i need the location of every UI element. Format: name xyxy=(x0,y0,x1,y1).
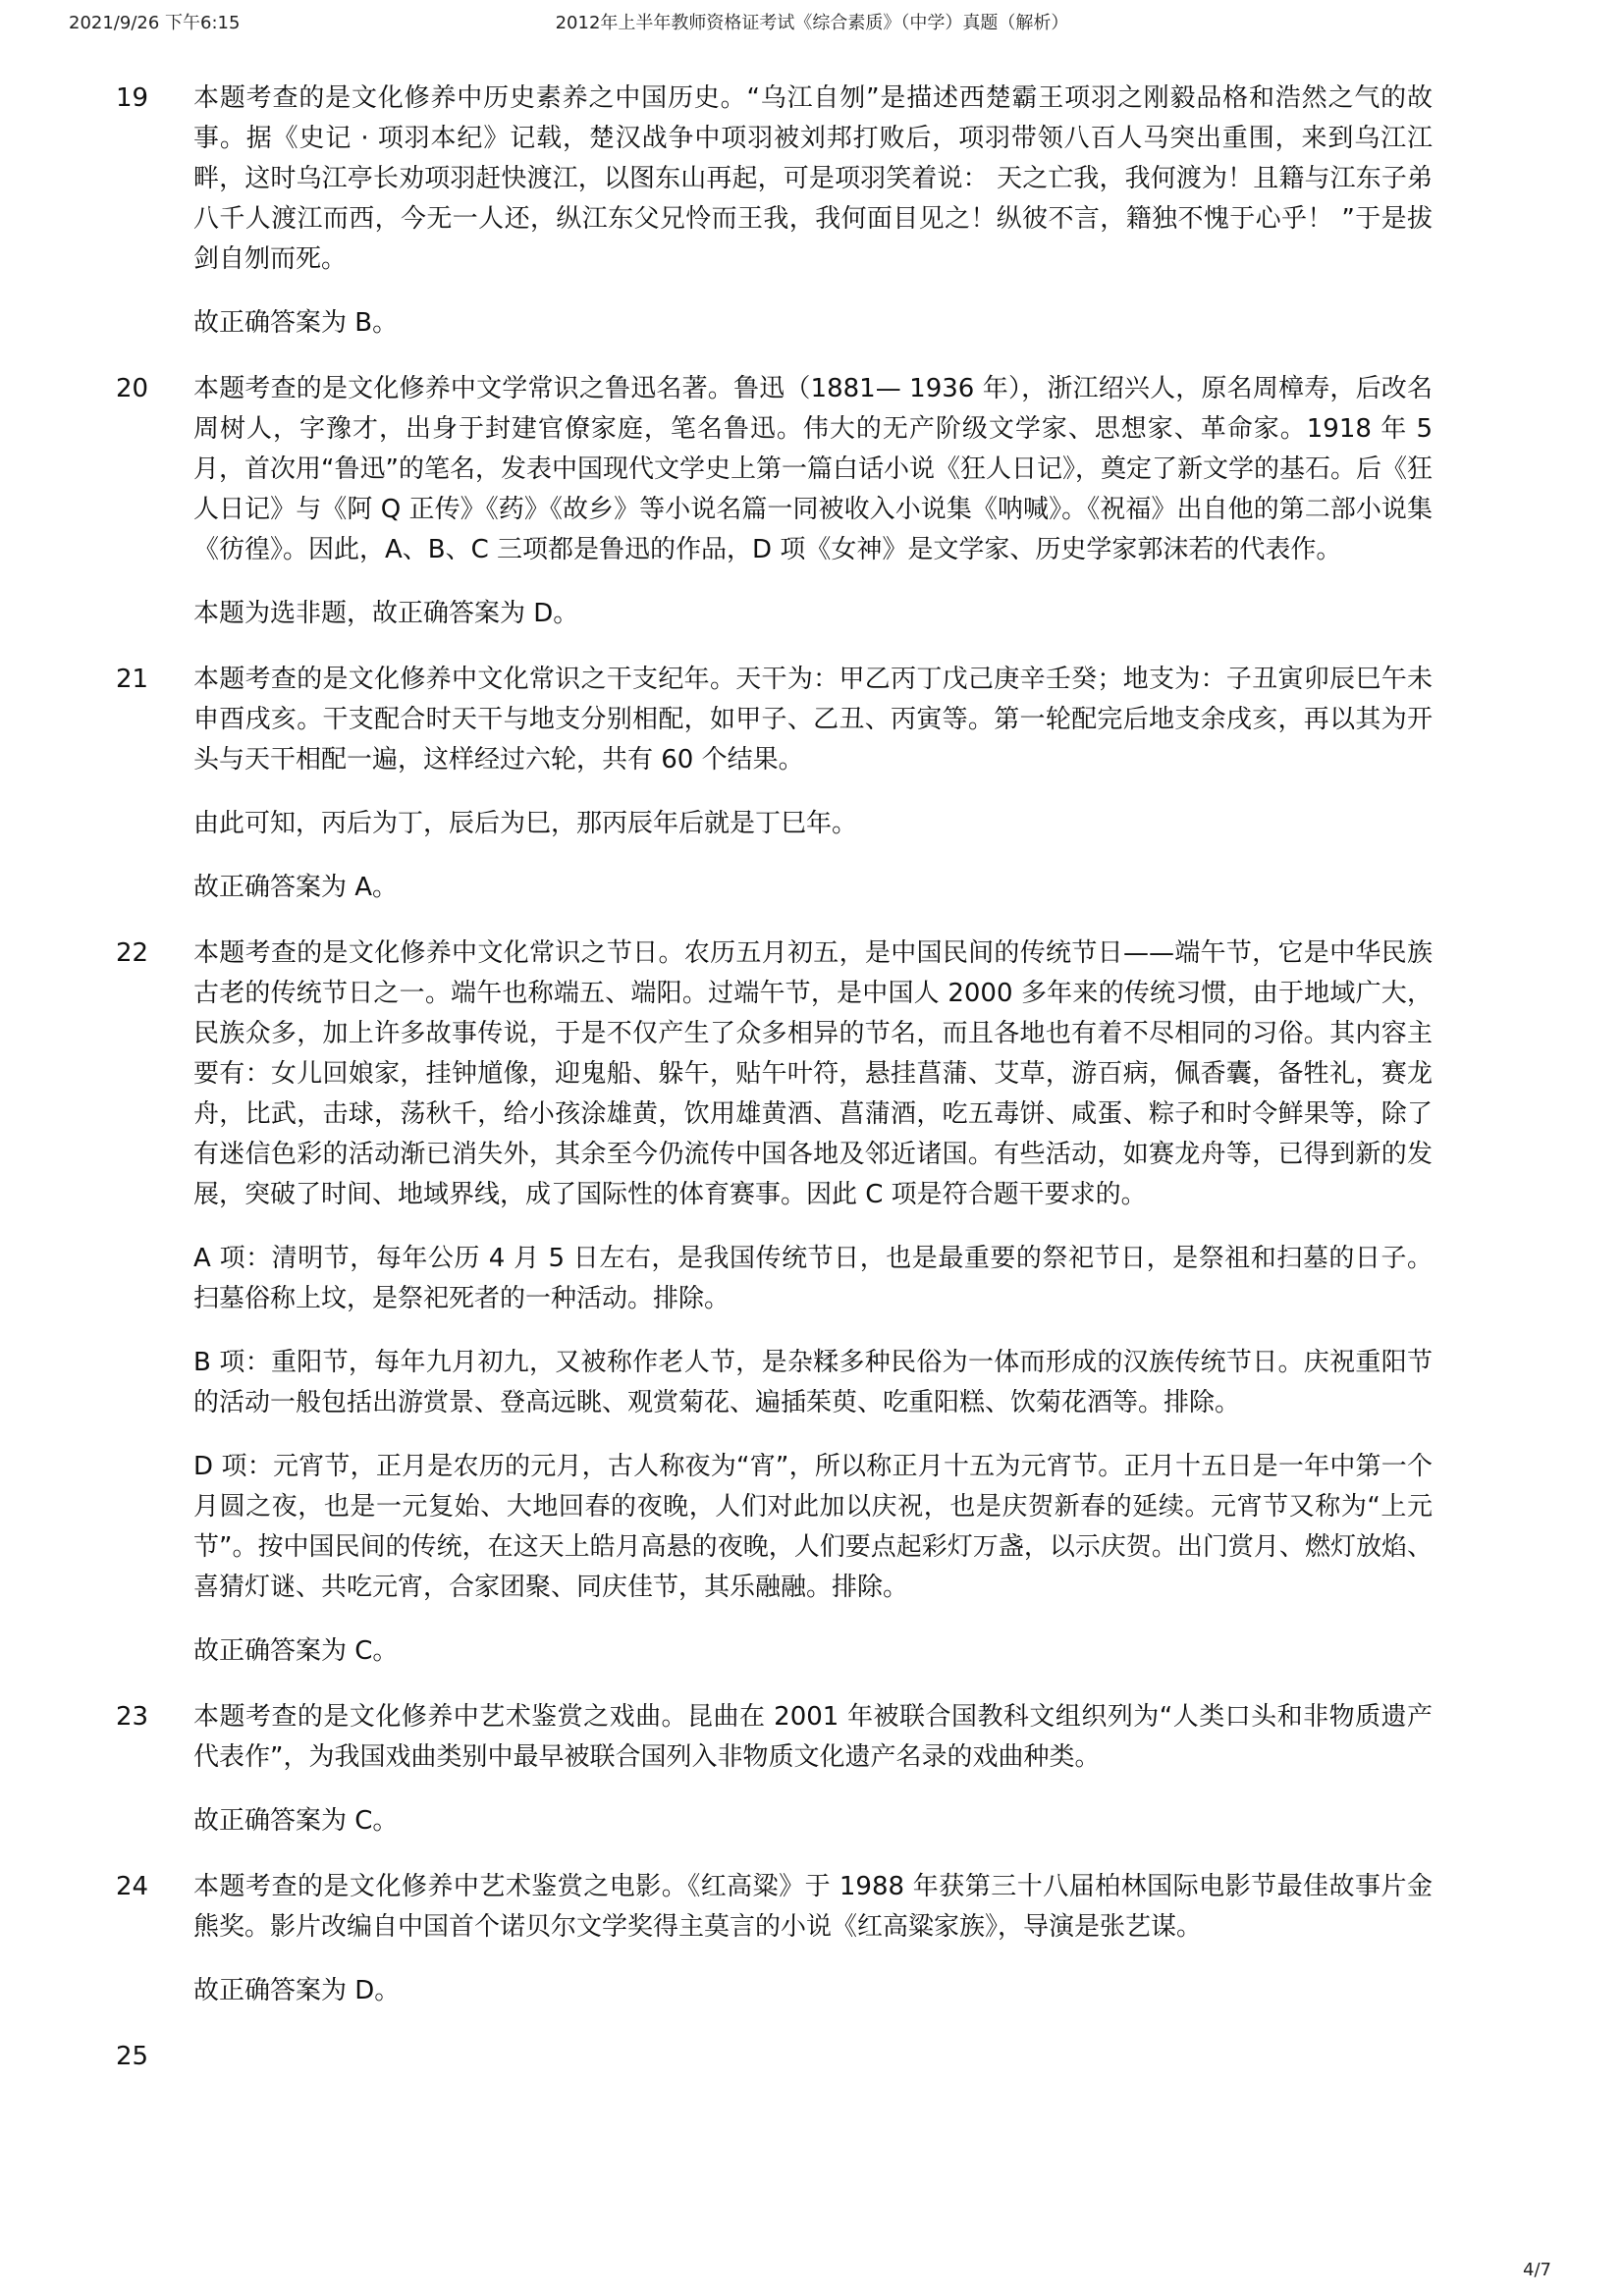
question-block-23 xyxy=(0,1697,1624,1842)
option-a-note: A 项：清明节，每年公历 4 月 5 日左右，是我国传统节日，也是最重要的祭祀节日，是祭祖和扫墓的日子。扫墓俗称上坟，是祭祀死者的一种活动。排除。 xyxy=(193,1244,1433,1313)
option-b-note: B 项：重阳节，每年九月初九，又被称作老人节，是杂糅多种民俗为一体而形成的汉族传统节日。庆祝重阳节的活动一般包括出游赏景、登高远眺、观赏菊花、遍插茱萸、吃重阳糕、饮菊花酒等。排除。 xyxy=(193,1348,1433,1417)
page-number: 4/7 xyxy=(1523,2260,1551,2280)
answer-line: 故正确答案为 D。 xyxy=(193,1976,401,2005)
explanation-paragraph: 本题考查的是文化修养中文化常识之节日。农历五月初五，是中国民间的传统节日——端午节，它是中华民族古老的传统节日之一。端午也称端五、端阳。过端午节，是中国人 2000 多年来的传统习惯，由于地域广大，民族众多，加上许多故事传说，于是不仅产生了众多相异的节名，而且各地也有着不尽相同的习俗。其内容主要有：女儿回娘家，挂钟馗像，迎鬼船、躲午，贴午叶符，悬挂菖蒲、艾草，游百病，佩香囊，备牲礼，赛龙舟，比武，击球，荡秋千，给小孩涂雄黄，饮用雄黄酒、菖蒲酒，吃五毒饼、咸蛋、粽子和时令鲜果等，除了有迷信色彩的活动渐已消失外，其余至今仍流传中国各地及邻近诸国。有些活动，如赛龙舟等，已得到新的发展，突破了时间、地域界线，成了国际性的体育赛事。因此 C 项是符合题干要求的。 xyxy=(193,938,1433,1209)
question-block-19 xyxy=(0,79,1624,344)
question-number: 23 xyxy=(116,1702,149,1732)
explanation-paragraph: 本题考查的是文化修养中艺术鉴赏之戏曲。昆曲在 2001 年被联合国教科文组织列为“人类口头和非物质遗产代表作”，为我国戏曲类别中最早被联合国列入非物质文化遗产名录的戏曲种类。 xyxy=(193,1702,1433,1772)
answer-line: 本题为选非题，故正确答案为 D。 xyxy=(193,599,579,628)
answer-explanations xyxy=(0,79,1624,2103)
question-block-21 xyxy=(0,660,1624,908)
question-number: 24 xyxy=(116,1872,149,1901)
question-explanation xyxy=(193,2037,1433,2077)
explanation-paragraph: 由此可知，丙后为丁，辰后为巳，那丙辰年后就是丁巳年。 xyxy=(193,809,858,838)
question-number: 19 xyxy=(116,83,149,113)
answer-line: 故正确答案为 A。 xyxy=(193,873,399,902)
question-block-22 xyxy=(0,934,1624,1672)
question-number: 21 xyxy=(116,665,149,694)
explanation-paragraph: 本题考查的是文化修养中文学常识之鲁迅名著。鲁迅（1881— 1936 年），浙江绍兴人，原名周樟寿，后改名周树人，字豫才，出身于封建官僚家庭，笔名鲁迅。伟大的无产阶级文学家、思想家、革命家。1918 年 5 月，首次用“鲁迅”的笔名，发表中国现代文学史上第一篇白话小说《狂人日记》，奠定了新文学的基石。后《狂人日记》与《阿 Q 正传》《药》《故乡》等小说名篇一同被收入小说集《呐喊》。《祝福》出自他的第二部小说集《彷徨》。因此，A、B、C 三项都是鲁迅的作品，D 项《女神》是文学家、历史学家郭沫若的代表作。 xyxy=(193,374,1433,564)
answer-line: 故正确答案为 C。 xyxy=(193,1806,399,1836)
question-explanation xyxy=(193,934,1433,1672)
question-explanation xyxy=(193,1697,1433,1842)
question-explanation xyxy=(193,79,1433,344)
question-explanation xyxy=(193,1867,1433,2011)
question-number: 20 xyxy=(116,374,149,403)
question-number: 22 xyxy=(116,938,149,968)
print-header xyxy=(0,0,1624,59)
explanation-paragraph: 本题考查的是文化修养中历史素养之中国历史。“乌江自刎”是描述西楚霸王项羽之刚毅品格和浩然之气的故事。据《史记 · 项羽本纪》记载，楚汉战争中项羽被刘邦打败后，项羽带领八百人马突出重围，来到乌江江畔，这时乌江亭长劝项羽赶快渡江，以图东山再起，可是项羽笑着说： 天之亡我，我何渡为！且籍与江东子弟八千人渡江而西，今无一人还，纵江东父兄怜而王我，我何面目见之！纵彼不言，籍独不愧于心乎！ ”于是拔剑自刎而死。 xyxy=(193,83,1433,274)
option-d-note: D 项：元宵节，正月是农历的元月，古人称夜为“宵”，所以称正月十五为元宵节。正月十五日是一年中第一个月圆之夜，也是一元复始、大地回春的夜晚，人们对此加以庆祝，也是庆贺新春的延续。元宵节又称为“上元节”。按中国民间的传统，在这天上皓月高悬的夜晚，人们要点起彩灯万盏，以示庆贺。出门赏月、燃灯放焰、喜猜灯谜、共吃元宵，合家团聚、同庆佳节，其乐融融。排除。 xyxy=(193,1452,1433,1602)
question-block-20 xyxy=(0,369,1624,634)
question-block-24 xyxy=(0,1867,1624,2011)
explanation-paragraph: 本题考查的是文化修养中艺术鉴赏之电影。《红高粱》于 1988 年获第三十八届柏林国际电影节最佳故事片金熊奖。影片改编自中国首个诺贝尔文学奖得主莫言的小说《红高粱家族》，导演是张艺谋。 xyxy=(193,1872,1433,1942)
question-number: 25 xyxy=(116,2042,149,2071)
explanation-paragraph: 本题考查的是文化修养中文化常识之干支纪年。天干为：甲乙丙丁戊己庚辛壬癸；地支为：子丑寅卯辰巳午未申酉戌亥。干支配合时天干与地支分别相配，如甲子、乙丑、丙寅等。第一轮配完后地支余戌亥，再以其为开头与天干相配一遍，这样经过六轮，共有 60 个结果。 xyxy=(193,665,1433,774)
question-block-25 xyxy=(0,2037,1624,2077)
print-datetime: 2021/9/26 下午6:15 xyxy=(69,13,241,33)
question-explanation xyxy=(193,660,1433,908)
answer-line: 故正确答案为 C。 xyxy=(193,1636,399,1666)
answer-line: 故正确答案为 B。 xyxy=(193,308,399,338)
document-title: 2012年上半年教师资格证考试《综合素质》（中学）真题（解析） xyxy=(555,13,1069,33)
question-explanation xyxy=(193,369,1433,634)
